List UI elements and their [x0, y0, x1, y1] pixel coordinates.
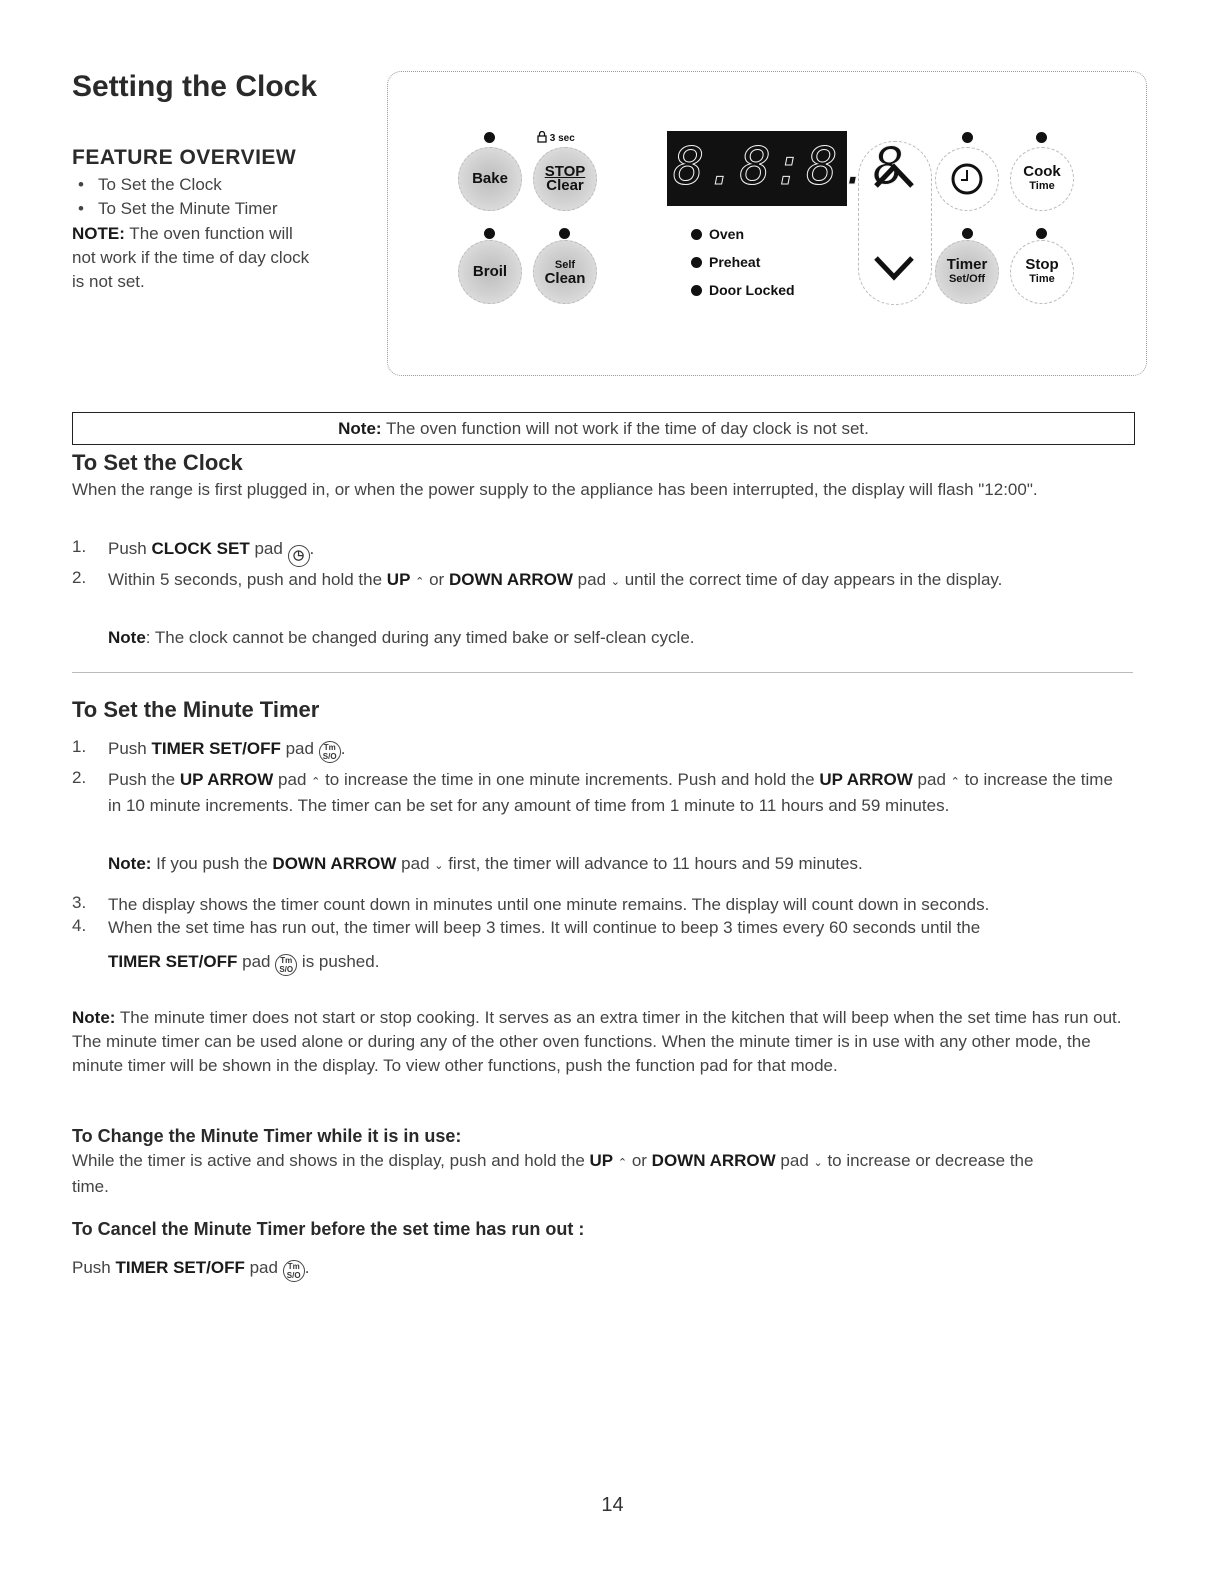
down-arrow-icon: ⌄ — [813, 1157, 823, 1169]
divider — [72, 672, 1133, 673]
clock-intro: When the range is first plugged in, or when the power supply to the appliance has been interrupted, the display will flash "12:00". — [72, 480, 1038, 499]
clock-set-pad — [935, 147, 999, 211]
page-title: Setting the Clock — [72, 70, 318, 103]
timer-step-4: When the set time has run out, the timer will beep 3 times. It will continue to beep 3 times every 60 seconds until the — [108, 918, 981, 937]
indicator-dot — [1036, 228, 1047, 239]
down-arrow-icon — [873, 255, 915, 281]
change-text: While the timer is active and shows in the display, push and hold the UP ⌃ or DOWN ARROW pad ⌄ to increase or decrease the time. — [72, 1151, 1034, 1196]
indicator-dot — [962, 132, 973, 143]
note-text: The oven function will not work if the time of day clock is not set. — [72, 224, 310, 291]
timer-step-3: The display shows the timer count down in minutes until one minute remains. The display will count down in seconds. — [108, 895, 990, 914]
oven-indicator: Oven — [691, 226, 744, 242]
change-heading: To Change the Minute Timer while it is in use: — [72, 1126, 462, 1146]
timer-pad-icon: Tm S/O — [319, 741, 341, 763]
note-label: NOTE: — [72, 224, 125, 243]
clock-icon: ◷ — [288, 545, 310, 567]
down-arrow-icon: ⌄ — [610, 576, 620, 588]
timer-heading: To Set the Minute Timer — [72, 697, 320, 722]
stop-clear-pad: STOP Clear — [533, 147, 597, 211]
timer-step-4-cont: TIMER SET/OFF pad Tm S/O is pushed. — [108, 952, 380, 974]
clock-heading: To Set the Clock — [72, 450, 243, 475]
clock-icon — [950, 162, 984, 196]
step-number: 2. — [72, 768, 87, 787]
note-box — [72, 412, 1135, 445]
timer-note: Note: If you push the DOWN ARROW pad ⌄ first, the timer will advance to 11 hours and 59 minutes. — [108, 854, 863, 873]
control-panel-illustration — [387, 71, 1147, 376]
broil-pad: Broil — [458, 240, 522, 304]
timer-set-off-pad: Timer Set/Off — [935, 240, 999, 304]
timer-step-2: Push the UP ARROW pad ⌃ to increase the time in one minute increments. Push and hold the UP ARROW pad ⌃ to increase the time in 10 minute increments. The timer can be set for any amount of time from 1 minute to 11 hours and 59 minutes. — [108, 770, 1113, 815]
cancel-heading: To Cancel the Minute Timer before the set time has run out : — [72, 1219, 585, 1239]
note-label: Note: — [338, 419, 382, 438]
lock-label: 3 sec — [537, 131, 575, 144]
timer-general-note: Note: The minute timer does not start or stop cooking. It serves as an extra timer in the kitchen that will beep when the set time has run out. The minute timer can be used alone or during any of the other oven functions. When the minute timer is in use with any other mode, the minute timer will be shown in the display. To view other functions, push the function pad for that mode. — [72, 1008, 1122, 1075]
bake-pad: Bake — [458, 147, 522, 211]
up-arrow-icon: ⌃ — [415, 576, 425, 588]
list-item: • To Set the Minute Timer — [78, 197, 278, 221]
indicator-dot — [484, 228, 495, 239]
clock-note: Note: The clock cannot be changed during any timed bake or self-clean cycle. — [108, 628, 695, 647]
step-number: 1. — [72, 537, 87, 556]
up-arrow-icon — [873, 163, 915, 189]
indicator-dot — [559, 228, 570, 239]
note-text: The oven function will not work if the time of day clock is not set. — [381, 419, 869, 438]
feature-overview-heading: FEATURE OVERVIEW — [72, 146, 297, 169]
cancel-text: Push TIMER SET/OFF pad Tm S/O . — [72, 1258, 310, 1280]
page-number: 14 — [601, 1494, 624, 1516]
step-number: 4. — [72, 916, 87, 935]
feature-overview-list — [78, 173, 278, 221]
down-arrow-icon: ⌄ — [434, 860, 444, 872]
indicator-dot — [962, 228, 973, 239]
self-clean-pad: Self Clean — [533, 240, 597, 304]
timer-pad-icon: Tm S/O — [275, 954, 297, 976]
feature-note — [72, 222, 317, 294]
step-number: 3. — [72, 893, 87, 912]
timer-pad-icon: Tm S/O — [283, 1260, 305, 1282]
clock-step-1: Push CLOCK SET pad ◷ . — [108, 537, 1128, 567]
up-arrow-icon: ⌃ — [311, 776, 321, 788]
indicator-dot — [484, 132, 495, 143]
up-arrow-icon: ⌃ — [617, 1157, 628, 1169]
step-number: 2. — [72, 568, 87, 587]
door-locked-indicator: Door Locked — [691, 282, 795, 298]
list-item: • To Set the Clock — [78, 173, 278, 197]
step-number: 1. — [72, 737, 87, 756]
cook-time-pad: Cook Time — [1010, 147, 1074, 211]
oven-display: 8.8:8.8 — [667, 131, 847, 206]
indicator-dot — [1036, 132, 1047, 143]
up-arrow-icon: ⌃ — [950, 776, 960, 788]
timer-step-1: Push TIMER SET/OFF pad Tm S/O . — [108, 739, 346, 761]
stop-time-pad: Stop Time — [1010, 240, 1074, 304]
clock-step-2: Within 5 seconds, push and hold the UP ⌃ or DOWN ARROW pad ⌄ until the correct time of day appears in the display. — [108, 570, 1003, 589]
lock-icon — [537, 131, 547, 143]
preheat-indicator: Preheat — [691, 254, 760, 270]
